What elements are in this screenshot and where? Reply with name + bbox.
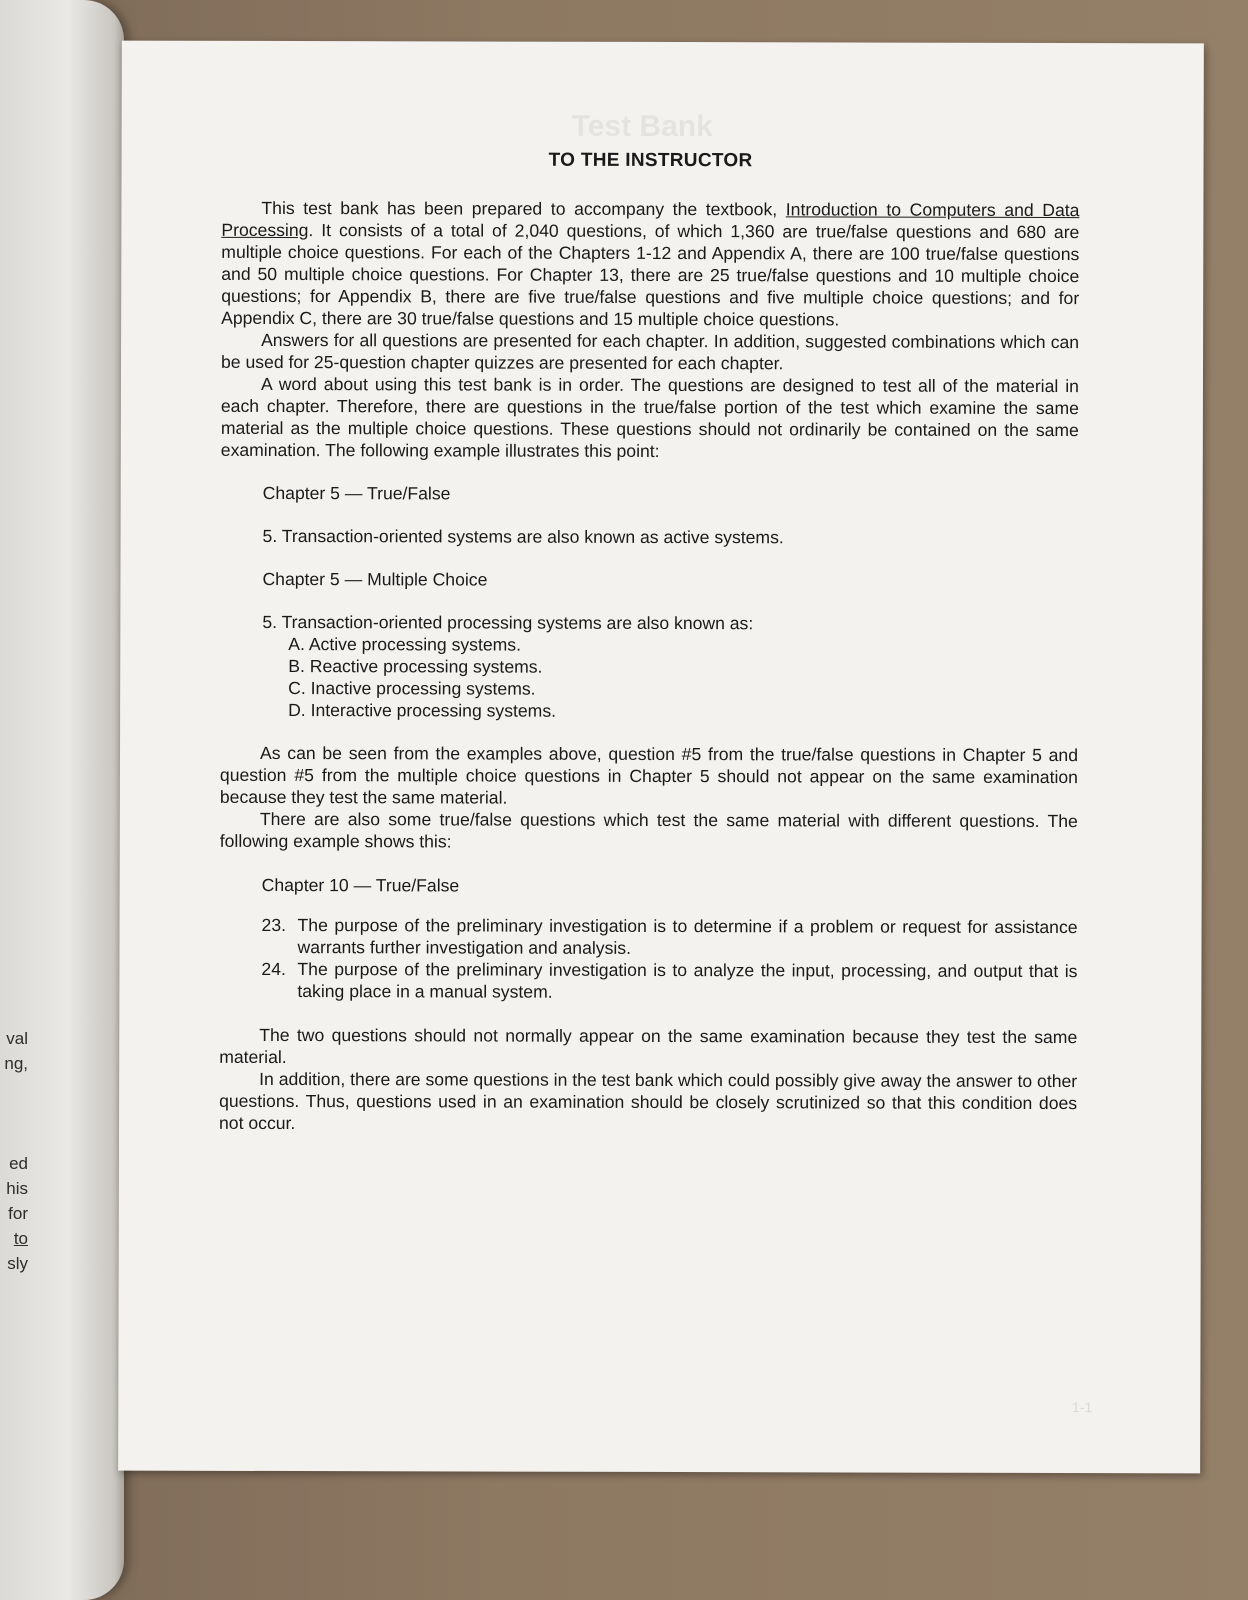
intro-rest: . It consists of a total of 2,040 questions, of which 1,360 are true/false questions and 680 are multiple choice questions. For each of the Chapters 1-12 and Appendix A, there are 100 true/false questions and 50 multiple choice questions. For Chapter 13, there are 25 true/false questions and 10 multiple choice questions; for Appendix B, there are five true/false questions and five multiple choice questions; and for Appendix C, there are 30 true/false questions and 15 multiple choice questions. [221, 220, 1080, 330]
facing-page-fragment: val [6, 1029, 28, 1048]
mc-option: A. Active processing systems. [288, 634, 522, 655]
facing-page-fragment: for [8, 1204, 28, 1223]
mc-option: D. Interactive processing systems. [288, 700, 557, 721]
question-text: The purpose of the preliminary investigation is to determine if a problem or request for assistance warrants further investigation and analysis. [297, 915, 1078, 958]
two-questions-paragraph: The two questions should not normally appear on the same examination because they test the same material. [219, 1024, 1078, 1068]
facing-page-fragment: his [6, 1179, 28, 1198]
show-through-title: Test Bank [571, 109, 713, 144]
numbered-question [261, 958, 1077, 1004]
question-number: 24. [261, 958, 286, 980]
example-mc-heading: Chapter 5 — Multiple Choice [262, 568, 488, 590]
document-page [118, 41, 1204, 1474]
question-text: The purpose of the preliminary investigation is to analyze the input, processing, and output that is taking place in a manual system. [297, 959, 1078, 1002]
facing-page-fragment: to [13, 1229, 28, 1248]
facing-page-fragment: ng, [4, 1054, 28, 1073]
example-two-heading: Chapter 10 — True/False [261, 874, 460, 896]
textbook-title: Introduction to Computers and Data Processing [221, 199, 1080, 241]
mc-options-list [262, 633, 1078, 723]
there-are-also-paragraph: There are also some true/false questions which test the same material with different questions. The following example shows this: [219, 808, 1078, 852]
example-mc-question: 5. Transaction-oriented processing systems are also known as: [262, 611, 754, 634]
facing-page-edge [0, 0, 124, 1600]
question-number: 23. [261, 914, 287, 936]
as-can-be-seen-paragraph: As can be seen from the examples above, question #5 from the true/false questions in Chapter 5 and question #5 from the multiple choice questions in Chapter 5 should not appear on the same examination because they test the same material. [219, 742, 1079, 808]
word-about-paragraph: A word about using this test bank is in order. The questions are designed to test all of the material in each chapter. Therefore, there are questions in the true/false portion of the test which examine the same material as the multiple choice questions. These questions should not ordinarily be contained on the same examination. The following example illustrates this point: [220, 373, 1079, 461]
example-one [220, 482, 1079, 723]
mc-option: B. Reactive processing systems. [288, 656, 543, 677]
in-addition-paragraph: In addition, there are some questions in the test bank which could possibly give away the answer to other questions. Thus, questions used in an examination should be closely scrutinized so that this condition does not occur. [219, 1068, 1078, 1134]
example-tf-heading: Chapter 5 — True/False [262, 482, 451, 504]
facing-page-fragment: sly [7, 1254, 28, 1273]
intro-lead: This test bank has been prepared to accompany the textbook, [261, 197, 786, 220]
answers-paragraph: Answers for all questions are presented for each chapter. In addition, suggested combinations which can be used for 25-question chapter quizzes are presented for each chapter. [221, 329, 1080, 374]
page-content [219, 149, 1080, 1136]
example-two [219, 874, 1077, 1004]
page-title: TO THE INSTRUCTOR [548, 149, 753, 172]
facing-page-fragment: ed [9, 1154, 28, 1173]
example-tf-question: 5. Transaction-oriented systems are also known as active systems. [262, 525, 784, 548]
show-through-page-number: 1-1 [1072, 1399, 1093, 1416]
mc-option: C. Inactive processing systems. [288, 678, 536, 699]
intro-paragraph [221, 197, 1079, 331]
numbered-question [261, 914, 1077, 960]
